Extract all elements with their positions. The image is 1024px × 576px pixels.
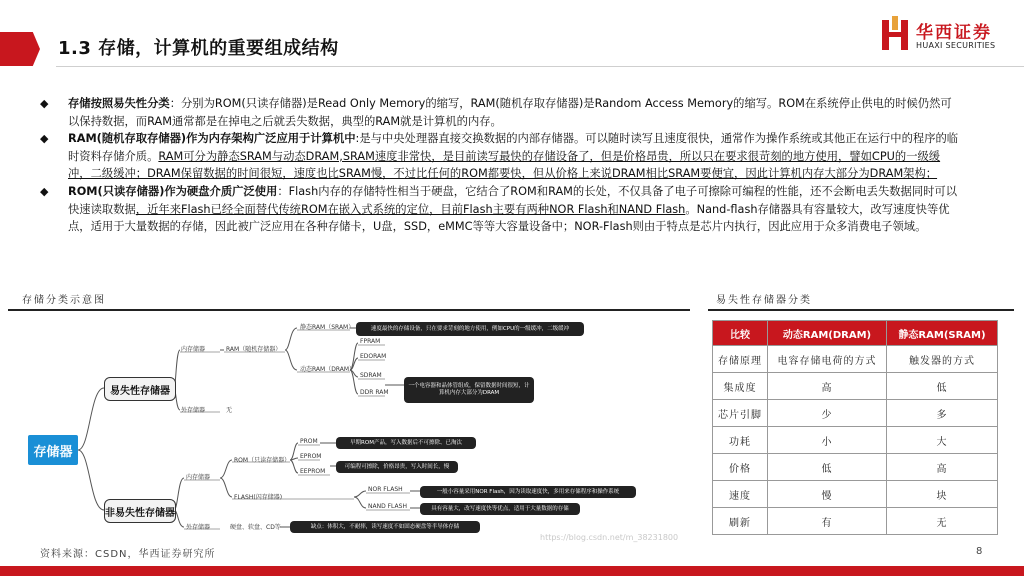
table-cell: 高: [887, 454, 998, 481]
csdn-watermark: https://blog.csdn.net/m_38231800: [540, 533, 679, 542]
table-row: [713, 346, 998, 373]
table-header-cell: 动态RAM(DRAM): [768, 321, 887, 346]
footer-bar: [0, 566, 1024, 576]
table-cell: 芯片引脚: [713, 400, 768, 427]
table-cell: 功耗: [713, 427, 768, 454]
mindmap-v-external-none: 无: [226, 407, 233, 414]
table-cell: 低: [768, 454, 887, 481]
panel-title: 易失性存储器分类: [716, 295, 812, 306]
mindmap-eeprom-desc: 可编程可擦除，价格昂贵，写入时间长，慢: [336, 461, 458, 473]
bullet-label: RAM(随机存取存储器)作为内存架构广泛应用于计算机中: [68, 132, 356, 146]
dram-sram-comparison-table: [712, 320, 998, 535]
table-cell: 高: [768, 373, 887, 400]
panel-header: [708, 287, 1014, 311]
mindmap-n-external-media: 硬盘、软盘、CD等: [230, 524, 281, 531]
mindmap-external-desc: 缺点：体积大，不耐摔，读写速度不如固态硬盘等半导体存储: [290, 521, 480, 533]
bullet-text-tail: 。Nand-flash存储器具有容量较大，改写速度快等优点，适用于大量数据的存储，因此被广泛应用在各种存储卡，U盘，SSD，eMMC等等大容量设备中；NOR-Flash则由于特点是芯片内执行，因此应用于众多消费电子领域。: [68, 202, 950, 234]
table-cell: 集成度: [713, 373, 768, 400]
mindmap-v-sdram: SDRAM: [360, 372, 382, 379]
table-header-cell: 静态RAM(SRAM): [887, 321, 998, 346]
table-row: [713, 427, 998, 454]
mindmap-prom-desc: 早期ROM产品，写入数据后不可擦除、已淘汰: [336, 437, 476, 449]
mindmap-v-internal-memory: 内存储器: [181, 346, 206, 353]
panel-title: 存储分类示意图: [22, 295, 106, 306]
bullet-underlined-text: ，近年来Flash已经全面替代传统ROM在嵌入式系统的定位，目前Flash主要有两种NOR Flash和NAND Flash: [135, 202, 686, 216]
table-cell: 慢: [768, 481, 887, 508]
mindmap-v-ram: RAM（随机存储器）: [226, 346, 282, 353]
table-cell: 小: [768, 427, 887, 454]
mindmap-root-storage: 存储器: [28, 435, 78, 465]
page-number: 8: [976, 546, 983, 557]
mindmap-nand-desc: 具有容量大，改写速度快等优点，适用于大量数据的存储: [420, 503, 580, 515]
table-header-cell: 比较: [713, 321, 768, 346]
mindmap-v-ddr: DDR RAM: [360, 389, 389, 396]
mindmap-n-rom: ROM（只读存储器）: [234, 457, 291, 464]
mindmap-sram-desc: 速度最快的存储设备，只在要求苛刻的地方使用，例如CPU的一级缓冲，二级缓冲: [356, 322, 584, 336]
mindmap-n-flash: FLASH(闪存储器): [234, 494, 283, 501]
mindmap-n-external: 外存储器: [186, 524, 211, 531]
mindmap-dram-desc: 一个电容器和晶体管组成，保留数据时间很短，计算机内存大部分为DRAM: [404, 377, 534, 403]
table-cell: 大: [887, 427, 998, 454]
table-cell: 少: [768, 400, 887, 427]
logo-english-name: HUAXI SECURITIES: [916, 41, 996, 50]
table-cell: 多: [887, 400, 998, 427]
mindmap-v-fpram: FPRAM: [360, 338, 381, 345]
mindmap-v-sram: 静态RAM（SRAM）: [300, 324, 355, 331]
bullet-label: 存储按照易失性分类: [68, 97, 170, 110]
table-cell: 触发器的方式: [887, 346, 998, 373]
table-cell: 存储原理: [713, 346, 768, 373]
mindmap-n-nand: NAND FLASH: [368, 503, 407, 510]
diamond-bullet-icon: ◆: [40, 132, 49, 146]
logo-chinese-name: 华西证券: [916, 23, 992, 43]
mindmap-n-eprom: EPROM: [300, 453, 322, 460]
mindmap-n-nor: NOR FLASH: [368, 486, 403, 493]
slide-title: 1.3 存储，计算机的重要组成结构: [58, 38, 339, 59]
diamond-bullet-icon: ◆: [40, 184, 49, 198]
bullet-text: ：分别为ROM(只读存储器)是Read Only Memory的缩写，RAM(随机存取存储器)是Random Access Memory的缩写。ROM在系统停止供电的时候仍然可以保持数据，而RAM通常都是在掉电之后就丢失数据，典型的RAM就是计算机的内存。: [68, 97, 952, 128]
mindmap-n-internal-memory: 内存储器: [186, 474, 211, 481]
mindmap-v-dram: 动态RAM（DRAM）: [300, 366, 356, 373]
mindmap-v-edoram: EDORAM: [360, 353, 387, 360]
table-row: [713, 373, 998, 400]
diamond-bullet-icon: ◆: [40, 97, 49, 110]
table-row: [713, 454, 998, 481]
table-cell: 电容存储电荷的方式: [768, 346, 887, 373]
table-cell: 块: [887, 481, 998, 508]
table-cell: 价格: [713, 454, 768, 481]
table-row: [713, 481, 998, 508]
bullet-label: ROM(只读存储器)作为硬盘介质广泛使用: [68, 184, 278, 198]
bullet-text: ：Flash内存的存储特性相当于硬盘，它结合了ROM和RAM的长处，不仅具备了电子可擦除可编程的性能，还不会断电丢失数据同时可以快速读取数据: [68, 184, 958, 216]
bullet-text: :是与中央处理器直接交换数据的内部存储器。可以随时读写且速度很快，通常作为操作系统或其他正在运行中的程序的临时资料存储介质。: [68, 132, 959, 163]
table-cell: 无: [887, 508, 998, 535]
mindmap-nor-desc: 一般小容量采用NOR Flash，因为读取速度快，多用来存储程序和操作系统: [420, 486, 636, 498]
mindmap-v-external: 外存储器: [181, 407, 206, 414]
mindmap-n-eeprom: EEPROM: [300, 468, 326, 475]
bullet-underlined-text: RAM可分为静态SRAM与动态DRAM,SRAM速度非常快，是目前读写最快的存储设备了，但是价格昂贵，所以只在要求很苛刻的地方使用，譬如CPU的一级缓冲，二级缓冲；DRAM保留数据的时间很短，速度也比SRAM慢，不过比任何的ROM都要快，但从价格上来说DRAM相比SRAM要便宜，因此计算机内存大部分为DRAM架构；: [68, 149, 941, 181]
table-cell: 有: [768, 508, 887, 535]
mindmap-nonvolatile-node: 非易失性存储器: [104, 499, 176, 523]
table-cell: 速度: [713, 481, 768, 508]
table-row: [713, 400, 998, 427]
table-cell: 刷新: [713, 508, 768, 535]
mindmap-n-prom: PROM: [300, 438, 318, 445]
table-cell: 低: [887, 373, 998, 400]
data-source-note: 资料来源：CSDN，华西证券研究所: [40, 549, 216, 560]
table-row: [713, 508, 998, 535]
mindmap-volatile-node: 易失性存储器: [104, 377, 176, 401]
table-header-row: [713, 321, 998, 346]
